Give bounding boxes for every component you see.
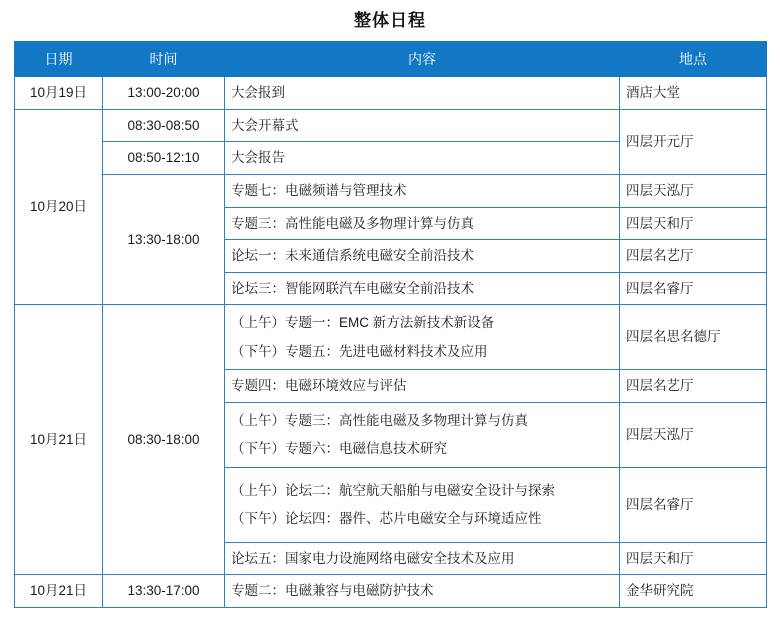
cell-venue: 金华研究院: [620, 575, 767, 608]
schedule-table: [14, 41, 767, 608]
cell-content: 专题四：电磁环境效应与评估: [225, 370, 620, 403]
table-header: [15, 42, 767, 77]
cell-venue: 四层名睿厅: [620, 467, 767, 542]
content-line: （下午）专题六：电磁信息技术研究: [231, 441, 447, 457]
cell-venue: 四层名艺厅: [620, 370, 767, 403]
table-row: [15, 305, 767, 370]
cell-venue: 四层天泓厅: [620, 174, 767, 207]
cell-venue: 四层开元厅: [620, 109, 767, 174]
content-line: （上午）专题一：EMC 新方法新技术新设备: [231, 315, 495, 331]
cell-content: 专题三：高性能电磁及多物理计算与仿真: [225, 207, 620, 240]
cell-time: 08:50-12:10: [103, 142, 225, 175]
cell-time: 13:00-20:00: [103, 77, 225, 110]
cell-venue: 四层天和厅: [620, 542, 767, 575]
cell-date: 10月21日: [15, 305, 103, 575]
cell-content: 大会开幕式: [225, 109, 620, 142]
cell-content: [225, 467, 620, 542]
cell-time: 08:30-08:50: [103, 109, 225, 142]
cell-content: 专题二：电磁兼容与电磁防护技术: [225, 575, 620, 608]
column-header-date: 日期: [15, 42, 103, 77]
cell-content: 专题七：电磁频谱与管理技术: [225, 174, 620, 207]
table-row: [15, 77, 767, 110]
page-title: 整体日程: [354, 11, 426, 30]
cell-content: 大会报到: [225, 77, 620, 110]
content-line: （下午）专题五：先进电磁材料技术及应用: [231, 343, 488, 359]
column-header-time: 时间: [103, 42, 225, 77]
content-line: （上午）论坛二：航空航天船舶与电磁安全设计与探索: [231, 482, 555, 498]
content-line: （上午）专题三：高性能电磁及多物理计算与仿真: [231, 412, 528, 428]
cell-venue: 四层天和厅: [620, 207, 767, 240]
column-header-venue: 地点: [620, 42, 767, 77]
table-row: [15, 174, 767, 207]
cell-time: 13:30-18:00: [103, 174, 225, 304]
cell-content: 论坛五：国家电力设施网络电磁安全技术及应用: [225, 542, 620, 575]
cell-date: 10月21日: [15, 575, 103, 608]
column-header-content: 内容: [225, 42, 620, 77]
cell-content: 大会报告: [225, 142, 620, 175]
cell-venue: 四层名思名德厅: [620, 305, 767, 370]
table-row: [15, 109, 767, 142]
table-header-row: [15, 42, 767, 77]
cell-time: 08:30-18:00: [103, 305, 225, 575]
cell-content: [225, 402, 620, 467]
cell-content: 论坛三：智能网联汽车电磁安全前沿技术: [225, 272, 620, 305]
cell-venue: 四层名睿厅: [620, 272, 767, 305]
cell-date: 10月19日: [15, 77, 103, 110]
cell-time: 13:30-17:00: [103, 575, 225, 608]
cell-date: 10月20日: [15, 109, 103, 304]
cell-venue: 酒店大堂: [620, 77, 767, 110]
cell-content: 论坛一：未来通信系统电磁安全前沿技术: [225, 240, 620, 273]
table-body: [15, 77, 767, 608]
table-row: [15, 575, 767, 608]
content-line: （下午）论坛四：器件、芯片电磁安全与环境适应性: [231, 511, 542, 527]
cell-venue: 四层天泓厅: [620, 402, 767, 467]
cell-venue: 四层名艺厅: [620, 240, 767, 273]
cell-content: [225, 305, 620, 370]
